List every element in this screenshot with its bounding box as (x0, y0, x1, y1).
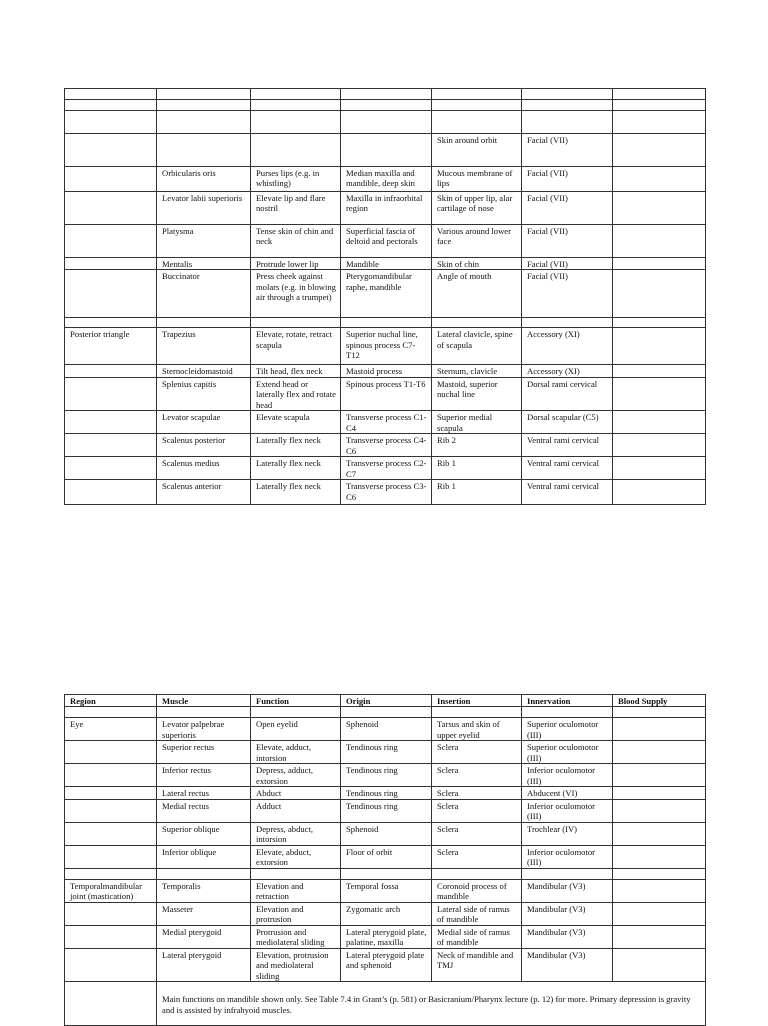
bottom-table-cell (251, 707, 341, 718)
top-table-cell: Orbicularis oris (157, 167, 251, 192)
top-table-cell: Elevate lip and flare nostril (251, 192, 341, 225)
bottom-table-cell: Levator palpebrae superioris (157, 718, 251, 741)
top-table-cell: Mastoid, superior nuchal line (432, 377, 522, 410)
top-table-cell: Rib 1 (432, 457, 522, 480)
top-table-cell (65, 100, 157, 111)
bottom-table-cell (432, 707, 522, 718)
bottom-table-cell: Coronoid process of mandible (432, 879, 522, 902)
top-table-cell (613, 192, 706, 225)
top-table-cell (157, 134, 251, 167)
top-table-cell (613, 225, 706, 258)
bottom-table-cell: Sclera (432, 787, 522, 799)
bottom-table-cell (613, 879, 706, 902)
bottom-table-cell: Inferior rectus (157, 764, 251, 787)
top-table-cell (65, 270, 157, 318)
column-header: Insertion (432, 695, 522, 707)
bottom-table-cell: Abduct (251, 787, 341, 799)
top-table-cell (65, 192, 157, 225)
top-table-cell: Mandible (341, 258, 432, 270)
top-table-cell: Mentalis (157, 258, 251, 270)
top-table-cell: Superior nuchal line, spinous process C7-T12 (341, 328, 432, 365)
bottom-table-cell (613, 787, 706, 799)
bottom-table-cell: Superior oblique (157, 822, 251, 845)
top-table-cell: Skin of upper lip, alar cartilage of nose (432, 192, 522, 225)
bottom-table-cell (613, 948, 706, 981)
bottom-table-cell (613, 925, 706, 948)
top-table-cell (613, 365, 706, 377)
top-table-cell (613, 258, 706, 270)
top-table-row (65, 258, 706, 270)
top-table-cell: Press cheek against molars (e.g. in blowing air through a trumpet) (251, 270, 341, 318)
column-header: Innervation (522, 695, 613, 707)
top-table-cell (341, 89, 432, 100)
bottom-table-cell: Inferior oculomotor (III) (522, 799, 613, 822)
top-table-row (65, 225, 706, 258)
top-table-cell: Facial (VII) (522, 270, 613, 318)
top-table-cell: Transverse process C3-C6 (341, 480, 432, 505)
top-table-cell: Trapezius (157, 328, 251, 365)
top-table-row (65, 167, 706, 192)
bottom-table-cell: Sphenoid (341, 718, 432, 741)
top-table-row (65, 270, 706, 318)
top-table-cell (65, 225, 157, 258)
bottom-table-cell: Mandibular (V3) (522, 948, 613, 981)
header-row (65, 695, 706, 707)
bottom-table-cell (65, 741, 157, 764)
top-table-cell: Dorsal rami cervical (522, 377, 613, 410)
bottom-table-cell (613, 718, 706, 741)
top-table-cell: Platysma (157, 225, 251, 258)
top-table-cell (65, 411, 157, 434)
bottom-table-cell (65, 925, 157, 948)
top-table-cell (613, 89, 706, 100)
bottom-table-cell (613, 845, 706, 868)
bottom-table-row (65, 948, 706, 981)
top-table-cell: Skin around orbit (432, 134, 522, 167)
note-row (65, 982, 706, 1026)
top-table-row (65, 377, 706, 410)
bottom-table-cell: Sclera (432, 741, 522, 764)
top-table-cell: Transverse process C2-C7 (341, 457, 432, 480)
top-table-cell: Superior medial scapula (432, 411, 522, 434)
bottom-table-cell: Superior oculomotor (III) (522, 741, 613, 764)
top-table-cell (65, 318, 157, 328)
bottom-table-cell: Elevation and protrusion (251, 902, 341, 925)
bottom-table-row (65, 902, 706, 925)
bottom-table-cell: Sclera (432, 845, 522, 868)
column-header: Region (65, 695, 157, 707)
top-table-cell: Sternocleidomastoid (157, 365, 251, 377)
top-table-cell (432, 100, 522, 111)
bottom-table-cell: Mandibular (V3) (522, 879, 613, 902)
bottom-table-cell (522, 868, 613, 879)
top-table-cell: Laterally flex neck (251, 480, 341, 505)
top-table-cell (613, 328, 706, 365)
bottom-table-cell (65, 787, 157, 799)
top-table-cell: Various around lower face (432, 225, 522, 258)
note-spacer-cell (65, 982, 157, 1026)
bottom-table-row (65, 879, 706, 902)
bottom-table-cell (65, 902, 157, 925)
bottom-table-cell: Superior oculomotor (III) (522, 718, 613, 741)
bottom-table-cell (157, 868, 251, 879)
top-table-cell: Accessory (XI) (522, 365, 613, 377)
top-table-cell: Levator labii superioris (157, 192, 251, 225)
bottom-table-cell: Sclera (432, 822, 522, 845)
top-table-cell (65, 377, 157, 410)
top-table-cell: Purses lips (e.g. in whistling) (251, 167, 341, 192)
top-table-cell (613, 134, 706, 167)
top-table-cell (432, 89, 522, 100)
top-table-cell: Lateral clavicle, spine of scapula (432, 328, 522, 365)
top-table-cell: Pterygomandibular raphe, mandible (341, 270, 432, 318)
top-table-cell: Scalenus anterior (157, 480, 251, 505)
top-table-cell: Ventral rami cervical (522, 480, 613, 505)
top-table-row (65, 111, 706, 134)
bottom-table-cell (341, 707, 432, 718)
top-table-cell: Facial (VII) (522, 134, 613, 167)
top-table-cell: Maxilla in infraorbital region (341, 192, 432, 225)
top-table-cell: Levator scapulae (157, 411, 251, 434)
column-header: Blood Supply (613, 695, 706, 707)
bottom-table-cell: Inferior oculomotor (III) (522, 845, 613, 868)
top-table-row (65, 480, 706, 505)
bottom-table-cell (65, 845, 157, 868)
bottom-table-cell (65, 822, 157, 845)
top-table-row (65, 192, 706, 225)
top-table-cell: Scalenus medius (157, 457, 251, 480)
top-table-cell (613, 167, 706, 192)
bottom-table-cell (613, 868, 706, 879)
top-table-cell (613, 111, 706, 134)
bottom-table-row (65, 764, 706, 787)
bottom-table-cell (613, 799, 706, 822)
bottom-table-cell (613, 822, 706, 845)
top-table-cell: Superficial fascia of deltoid and pectorals (341, 225, 432, 258)
bottom-table-cell (157, 707, 251, 718)
bottom-table-cell: Abducent (VI) (522, 787, 613, 799)
bottom-table-cell: Tendinous ring (341, 741, 432, 764)
bottom-table-cell (432, 868, 522, 879)
top-table-cell (157, 89, 251, 100)
top-table-cell: Rib 1 (432, 480, 522, 505)
top-table-cell: Elevate, rotate, retract scapula (251, 328, 341, 365)
muscle-table-continued (64, 88, 706, 505)
top-table-cell (65, 167, 157, 192)
bottom-table-cell: Tendinous ring (341, 764, 432, 787)
top-table-cell: Transverse process C1-C4 (341, 411, 432, 434)
top-table-cell: Median maxilla and mandible, deep skin (341, 167, 432, 192)
bottom-table-row (65, 799, 706, 822)
top-table-cell (251, 100, 341, 111)
bottom-table-cell (613, 707, 706, 718)
bottom-table-cell: Eye (65, 718, 157, 741)
muscle-table-head (64, 694, 706, 1026)
top-table-cell: Laterally flex neck (251, 457, 341, 480)
bottom-table-cell: Lateral side of ramus of mandible (432, 902, 522, 925)
top-table-cell (432, 318, 522, 328)
bottom-table-cell (613, 764, 706, 787)
top-table-cell (522, 318, 613, 328)
top-table-cell: Skin of chin (432, 258, 522, 270)
bottom-table-cell: Medial side of ramus of mandible (432, 925, 522, 948)
bottom-table-cell: Adduct (251, 799, 341, 822)
top-table-cell: Ventral rami cervical (522, 434, 613, 457)
top-table-cell: Mucous membrane of lips (432, 167, 522, 192)
bottom-table-cell: Inferior oblique (157, 845, 251, 868)
top-table-cell: Facial (VII) (522, 225, 613, 258)
top-table-cell (251, 111, 341, 134)
bottom-table-cell: Inferior oculomotor (III) (522, 764, 613, 787)
top-table-cell: Tilt head, flex neck (251, 365, 341, 377)
bottom-table-cell: Sclera (432, 764, 522, 787)
top-table-cell: Facial (VII) (522, 167, 613, 192)
top-table-cell (65, 89, 157, 100)
bottom-table-cell: Tendinous ring (341, 799, 432, 822)
top-table-cell (157, 100, 251, 111)
bottom-table-cell: Lateral rectus (157, 787, 251, 799)
bottom-table-cell: Elevation and retraction (251, 879, 341, 902)
bottom-table-cell: Sphenoid (341, 822, 432, 845)
top-table-row (65, 100, 706, 111)
top-table-cell (251, 89, 341, 100)
bottom-table-cell (65, 764, 157, 787)
bottom-table-row (65, 707, 706, 718)
bottom-table-cell: Neck of mandible and TMJ (432, 948, 522, 981)
bottom-table-cell (341, 868, 432, 879)
top-table-cell (65, 134, 157, 167)
bottom-table-cell: Protrusion and mediolateral sliding (251, 925, 341, 948)
bottom-table-cell: Medial pterygoid (157, 925, 251, 948)
bottom-table-cell: Mandibular (V3) (522, 925, 613, 948)
top-table-row (65, 134, 706, 167)
top-table-cell: Rib 2 (432, 434, 522, 457)
top-table-row (65, 89, 706, 100)
bottom-table-cell: Lateral pterygoid plate and sphenoid (341, 948, 432, 981)
top-table-cell: Tense skin of chin and neck (251, 225, 341, 258)
bottom-table-cell (65, 799, 157, 822)
bottom-table-cell: Mandibular (V3) (522, 902, 613, 925)
top-table-cell: Elevate scapula (251, 411, 341, 434)
top-table-row (65, 318, 706, 328)
bottom-table-cell: Temporal fossa (341, 879, 432, 902)
top-table-cell: Protrude lower lip (251, 258, 341, 270)
top-table-cell (341, 111, 432, 134)
top-table-cell (522, 89, 613, 100)
top-table-row (65, 365, 706, 377)
bottom-table-cell: Lateral pterygoid plate, palatine, maxilla (341, 925, 432, 948)
top-table-cell (432, 111, 522, 134)
top-table-cell: Scalenus posterior (157, 434, 251, 457)
top-table-cell: Accessory (XI) (522, 328, 613, 365)
column-header: Function (251, 695, 341, 707)
bottom-table-cell (65, 948, 157, 981)
top-table-row (65, 457, 706, 480)
bottom-table-row (65, 845, 706, 868)
top-table-cell: Splenius capitis (157, 377, 251, 410)
top-table-cell (613, 457, 706, 480)
top-table-cell: Extend head or laterally flex and rotate head (251, 377, 341, 410)
bottom-table-cell: Masseter (157, 902, 251, 925)
top-table-row (65, 434, 706, 457)
top-table-cell (341, 318, 432, 328)
top-table-cell: Buccinator (157, 270, 251, 318)
bottom-table-cell: Tarsus and skin of upper eyelid (432, 718, 522, 741)
bottom-table-cell (613, 902, 706, 925)
top-table-cell (613, 377, 706, 410)
column-header: Muscle (157, 695, 251, 707)
bottom-table-cell: Tendinous ring (341, 787, 432, 799)
bottom-table-row (65, 868, 706, 879)
bottom-table-row (65, 741, 706, 764)
bottom-table-cell: Lateral pterygoid (157, 948, 251, 981)
top-table-cell (613, 411, 706, 434)
top-table-cell: Spinous process T1-T6 (341, 377, 432, 410)
top-table-cell (613, 100, 706, 111)
bottom-table-cell: Elevate, abduct, extorsion (251, 845, 341, 868)
top-table-cell: Ventral rami cervical (522, 457, 613, 480)
top-table-cell (157, 111, 251, 134)
top-table-cell: Dorsal scapular (C5) (522, 411, 613, 434)
top-table-cell: Transverse process C4-C6 (341, 434, 432, 457)
top-table-row (65, 411, 706, 434)
bottom-table-row (65, 822, 706, 845)
bottom-table-row (65, 925, 706, 948)
table-note: Main functions on mandible shown only. See Table 7.4 in Grant’s (p. 581) or Basicranium/Pharynx lecture (p. 12) for more. Primary depression is gravity and is assisted by infrahyoid muscles. (157, 982, 706, 1026)
bottom-table-cell: Depress, abduct, intorsion (251, 822, 341, 845)
bottom-table-cell: Elevate, adduct, intorsion (251, 741, 341, 764)
top-table-cell (613, 434, 706, 457)
top-table-cell: Posterior triangle (65, 328, 157, 365)
top-table-cell (65, 457, 157, 480)
bottom-table-cell (522, 707, 613, 718)
top-table-cell: Sternum, clavicle (432, 365, 522, 377)
column-header: Origin (341, 695, 432, 707)
top-table-cell (341, 100, 432, 111)
bottom-table-cell: Temporalis (157, 879, 251, 902)
top-table-cell (341, 134, 432, 167)
bottom-table-cell: Medial rectus (157, 799, 251, 822)
bottom-table-cell: Open eyelid (251, 718, 341, 741)
bottom-table-cell (65, 707, 157, 718)
top-table-cell (65, 258, 157, 270)
bottom-table-cell: Sclera (432, 799, 522, 822)
top-table-cell (613, 318, 706, 328)
bottom-table-cell: Zygomatic arch (341, 902, 432, 925)
bottom-table-cell: Trochlear (IV) (522, 822, 613, 845)
bottom-table-cell (613, 741, 706, 764)
top-table-cell: Facial (VII) (522, 192, 613, 225)
bottom-table-cell: Depress, adduct, extorsion (251, 764, 341, 787)
top-table-cell: Mastoid process (341, 365, 432, 377)
bottom-table-cell (251, 868, 341, 879)
top-table-cell (65, 365, 157, 377)
bottom-table-cell: Superior rectus (157, 741, 251, 764)
bottom-table-cell (65, 868, 157, 879)
top-table-cell: Laterally flex neck (251, 434, 341, 457)
bottom-table-cell: Elevation, protrusion and mediolateral sliding (251, 948, 341, 981)
top-table-cell (613, 270, 706, 318)
top-table-cell (65, 480, 157, 505)
top-table-cell: Angle of mouth (432, 270, 522, 318)
top-table-cell (251, 134, 341, 167)
top-table-cell (65, 111, 157, 134)
top-table-cell (157, 318, 251, 328)
bottom-table-row (65, 718, 706, 741)
top-table-cell: Facial (VII) (522, 258, 613, 270)
bottom-table-cell: Temporalmandibular joint (mastication) (65, 879, 157, 902)
top-table-cell (613, 480, 706, 505)
bottom-table-row (65, 787, 706, 799)
top-table-cell (522, 111, 613, 134)
bottom-table-cell: Floor of orbit (341, 845, 432, 868)
top-table-row (65, 328, 706, 365)
top-table-cell (251, 318, 341, 328)
top-table-cell (65, 434, 157, 457)
top-table-cell (522, 100, 613, 111)
